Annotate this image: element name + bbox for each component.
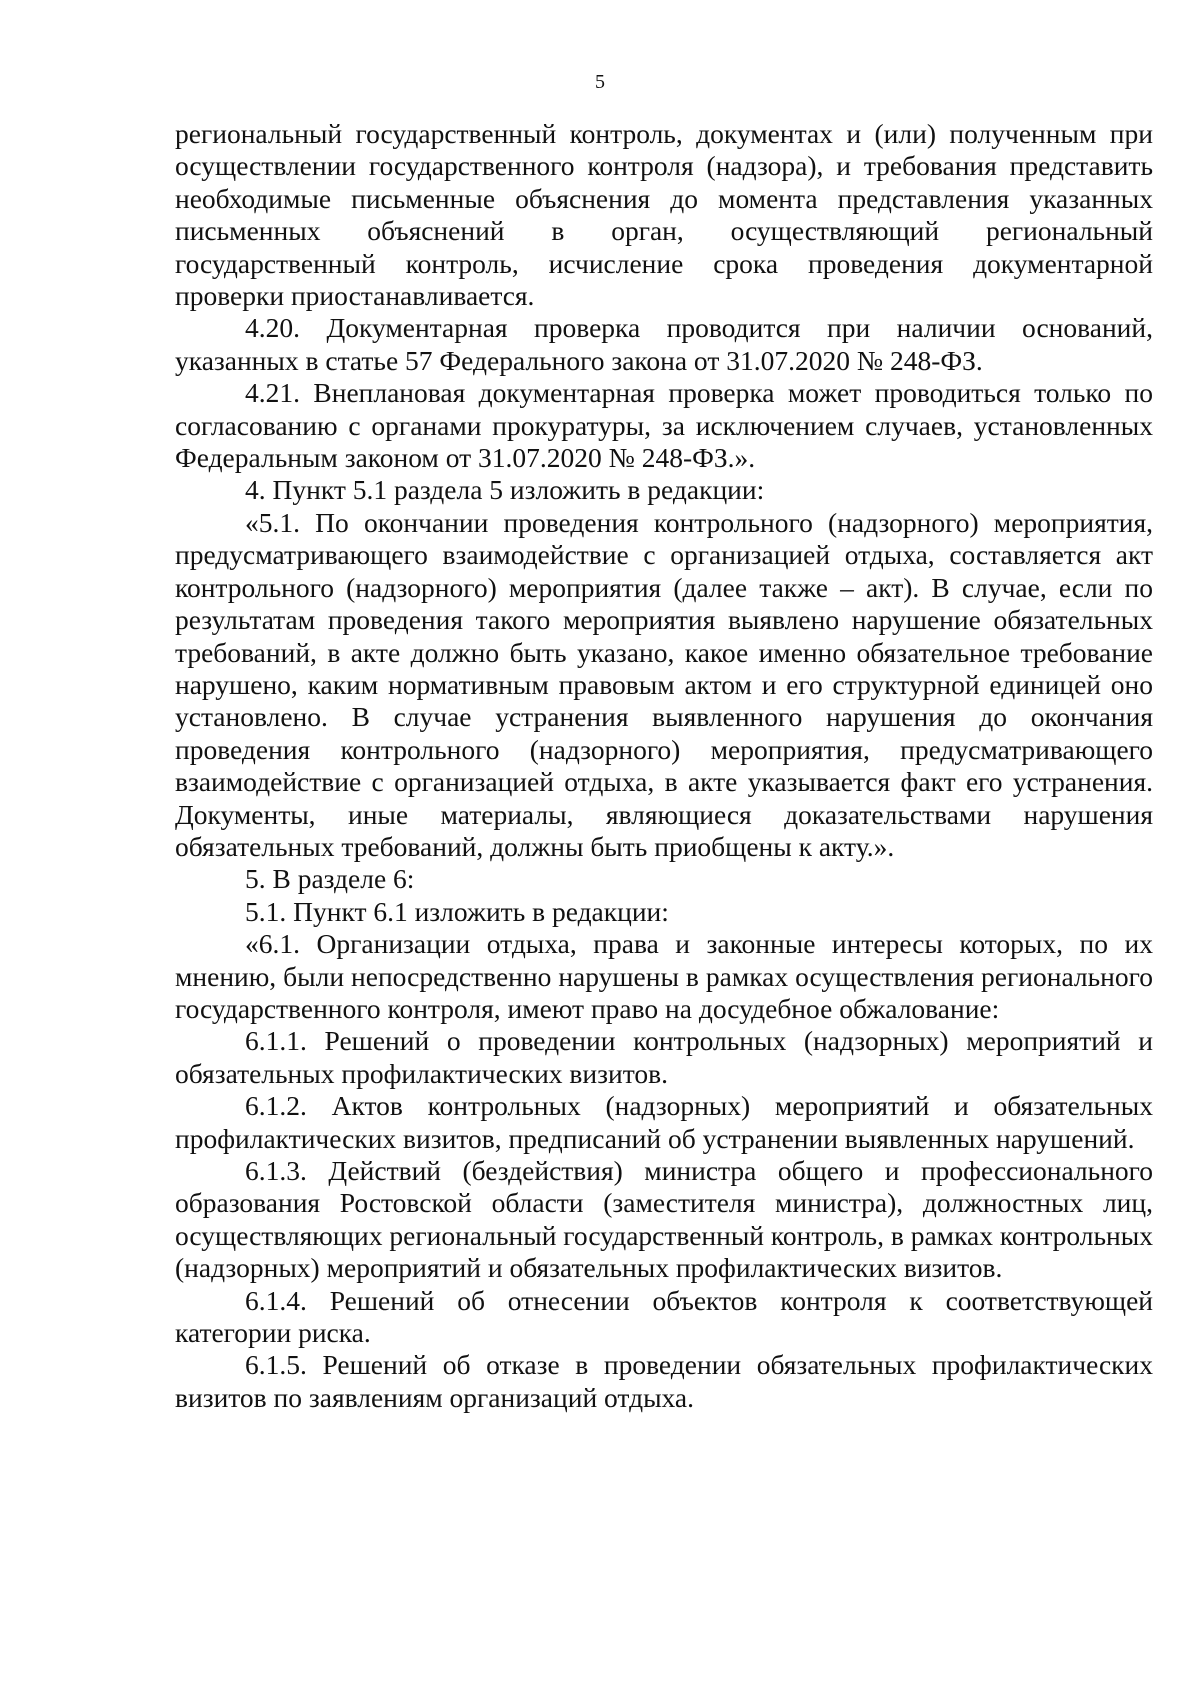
paragraph-6-1: «6.1. Организации отдыха, права и законные интересы которых, по их мнению, были непосредственно нарушены в рамках осуществления регионального государственного контроля, имеют право на досудебное обжалование: xyxy=(175,928,1153,1024)
paragraph-continuation: региональный государственный контроль, документах и (или) полученным при осуществлении государственного контроля (надзора), и требования представить необходимые письменные объяснения до момента представления указанных письменных объяснений в орган, осуществляющий региональный государственный контроль, исчисление срока проведения документарной проверки приостанавливается. xyxy=(175,118,1153,312)
paragraph-6-1-4: 6.1.4. Решений об отнесении объектов контроля к соответствующей категории риска. xyxy=(175,1284,1153,1349)
paragraph-6-1-2: 6.1.2. Актов контрольных (надзорных) мероприятий и обязательных профилактических визитов, предписаний об устранении выявленных нарушений. xyxy=(175,1090,1153,1154)
paragraph-5-1: «5.1. По окончании проведения контрольного (надзорного) мероприятия, предусматривающего взаимодействие с организацией отдыха, составляется акт контрольного (надзорного) мероприятия (далее также – акт). В случае, если по результатам проведения такого мероприятия выявлено нарушение обязательных требований, в акте должно быть указано, какое именно обязательное требование нарушено, каким нормативным правовым актом и его структурной единицей оно установлено. В случае устранения выявленного нарушения до окончания проведения контрольного (надзорного) мероприятия, предусматривающего взаимодействие с организацией отдыха, в акте указывается факт его устранения. Документы, иные материалы, являющиеся доказательствами нарушения обязательных требований, должны быть приобщены к акту.». xyxy=(175,506,1153,862)
page-number: 5 xyxy=(595,71,605,93)
paragraph-6-1-5: 6.1.5. Решений об отказе в проведении обязательных профилактических визитов по заявлениям организаций отдыха. xyxy=(175,1349,1153,1413)
document-body xyxy=(175,118,1153,1414)
paragraph-item-4: 4. Пункт 5.1 раздела 5 изложить в редакции: xyxy=(245,474,765,506)
paragraph-4-21: 4.21. Внеплановая документарная проверка может проводиться только по согласованию с органами прокуратуры, за исключением случаев, установленных Федеральным законом от 31.07.2020 № 248-ФЗ.». xyxy=(175,377,1153,474)
paragraph-item-5-1: 5.1. Пункт 6.1 изложить в редакции: xyxy=(245,895,669,927)
paragraph-6-1-1: 6.1.1. Решений о проведении контрольных (надзорных) мероприятий и обязательных профилактических визитов. xyxy=(175,1025,1153,1089)
paragraph-item-5: 5. В разделе 6: xyxy=(245,863,415,895)
paragraph-6-1-3: 6.1.3. Действий (бездействия) министра общего и профессионального образования Ростовской области (заместителя министра), должностных лиц, осуществляющих региональный государственный контроль, в рамках контрольных (надзорных) мероприятий и обязательных профилактических визитов. xyxy=(175,1155,1153,1284)
paragraph-4-20: 4.20. Документарная проверка проводится при наличии оснований, указанных в статье 57 Федерального закона от 31.07.2020 № 248-ФЗ. xyxy=(175,312,1153,376)
